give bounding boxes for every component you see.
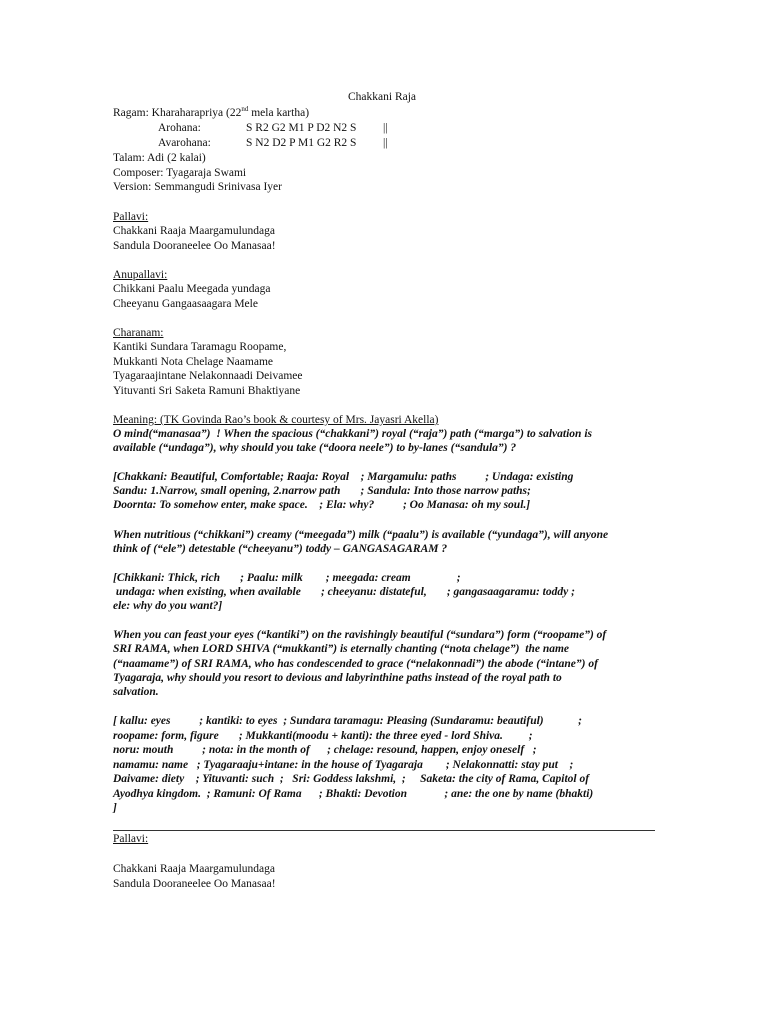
talam-line: Talam: Adi (2 kalai) bbox=[113, 152, 206, 164]
ragam-suffix: mela kartha) bbox=[248, 107, 310, 119]
ragam-prefix: Ragam: Kharaharapriya (22 bbox=[113, 107, 242, 119]
avarohana-label: Avarohana: bbox=[158, 137, 211, 149]
meaning-para1-line: O mind(“manasaa”) ! When the spacious (“chakkani”) royal (“raja”) path (“marga”) to salvation is bbox=[113, 428, 592, 440]
meaning-gloss2-line: undaga: when existing, when available ; cheeyanu: distateful, ; gangasaagaramu: toddy ; bbox=[113, 586, 575, 598]
charanam-heading: Charanam: bbox=[113, 327, 164, 339]
page-title: Chakkani Raja bbox=[348, 91, 417, 103]
composer-line: Composer: Tyagaraja Swami bbox=[113, 167, 247, 179]
charanam-line: Kantiki Sundara Taramagu Roopame, bbox=[113, 341, 287, 353]
meaning-para3-line: Tyagaraja, why should you resort to devious and labyrinthine paths instead of the royal path to bbox=[113, 672, 562, 684]
meaning-gloss3-line: noru: mouth ; nota: in the month of ; chelage: resound, happen, enjoy oneself ; bbox=[113, 744, 537, 756]
arohana-label: Arohana: bbox=[158, 122, 201, 134]
anupallavi-line: Cheeyanu Gangaasaagara Mele bbox=[113, 298, 258, 310]
pallavi-repeat-heading: Pallavi: bbox=[113, 833, 149, 845]
meaning-gloss3-line: roopame: form, figure ; Mukkanti(moodu + kanti): the three eyed - lord Shiva. ; bbox=[113, 730, 533, 742]
meaning-heading: Meaning: (TK Govinda Rao’s book & courtesy of Mrs. Jayasri Akella) bbox=[113, 414, 439, 426]
meaning-gloss2-line: [Chikkani: Thick, rich ; Paalu: milk ; meegada: cream ; bbox=[113, 572, 461, 584]
charanam-line: Tyagaraajintane Nelakonnaadi Deivamee bbox=[113, 370, 303, 382]
section-divider bbox=[113, 830, 655, 831]
ragam-superscript: nd bbox=[241, 105, 249, 114]
arohana-notes: S R2 G2 M1 P D2 N2 S bbox=[246, 122, 357, 134]
ragam-line bbox=[113, 106, 309, 120]
meaning-para2-line: think of (“ele”) detestable (“cheeyanu”) toddy – GANGASAGARAM ? bbox=[113, 543, 448, 555]
avarohana-end: || bbox=[383, 137, 388, 149]
arohana-end: || bbox=[383, 122, 388, 134]
meaning-para2-line: When nutritious (“chikkani”) creamy (“meegada”) milk (“paalu”) is available (“yundaga”), will anyone bbox=[113, 529, 609, 541]
pallavi-repeat-line: Chakkani Raaja Maargamulundaga bbox=[113, 863, 276, 875]
charanam-line: Yituvanti Sri Saketa Ramuni Bhaktiyane bbox=[113, 385, 301, 397]
meaning-para3-line: When you can feast your eyes (“kantiki”) on the ravishingly beautiful (“sundara”) form (“roopame”) of bbox=[113, 629, 607, 641]
meaning-gloss3-line: [ kallu: eyes ; kantiki: to eyes ; Sundara taramagu: Pleasing (Sundaramu: beautiful) ; bbox=[113, 715, 582, 727]
avarohana-notes: S N2 D2 P M1 G2 R2 S bbox=[246, 137, 357, 149]
meaning-para3-line: SRI RAMA, when LORD SHIVA (“mukkanti”) is eternally chanting (“nota chelage”) the name bbox=[113, 643, 570, 655]
meaning-gloss3-line: ] bbox=[113, 802, 117, 814]
pallavi-line: Chakkani Raaja Maargamulundaga bbox=[113, 225, 276, 237]
meaning-gloss3-line: Daivame: diety ; Yituvanti: such ; Sri: Goddess lakshmi, ; Saketa: the city of Rama, Capitol of bbox=[113, 773, 590, 785]
charanam-line: Mukkanti Nota Chelage Naamame bbox=[113, 356, 273, 368]
meaning-gloss1-line: [Chakkani: Beautiful, Comfortable; Raaja: Royal ; Margamulu: paths ; Undaga: existing bbox=[113, 471, 574, 483]
meaning-gloss3-line: namamu: name ; Tyagaraaju+intane: in the house of Tyagaraja ; Nelakonnatti: stay put ; bbox=[113, 759, 574, 771]
meaning-gloss3-line: Ayodhya kingdom. ; Ramuni: Of Rama ; Bhakti: Devotion ; ane: the one by name (bhakti) bbox=[113, 788, 594, 800]
meaning-gloss1-line: Doornta: To somehow enter, make space. ; Ela: why? ; Oo Manasa: oh my soul.] bbox=[113, 499, 531, 511]
version-line: Version: Semmangudi Srinivasa Iyer bbox=[113, 181, 282, 193]
anupallavi-heading: Anupallavi: bbox=[113, 269, 168, 281]
pallavi-heading: Pallavi: bbox=[113, 211, 149, 223]
meaning-para1-line: available (“undaga”), why should you take (“doora neele”) to by-lanes (“sandula”) ? bbox=[113, 442, 517, 454]
anupallavi-line: Chikkani Paalu Meegada yundaga bbox=[113, 283, 271, 295]
meaning-gloss2-line: ele: why do you want?] bbox=[113, 600, 223, 612]
pallavi-repeat-line: Sandula Dooraneelee Oo Manasaa! bbox=[113, 878, 276, 890]
meaning-gloss1-line: Sandu: 1.Narrow, small opening, 2.narrow path ; Sandula: Into those narrow paths; bbox=[113, 485, 531, 497]
meaning-para3-line: (“naamame”) of SRI RAMA, who has condescended to grace (“nelakonnadi”) the abode (“intane”) of bbox=[113, 658, 598, 670]
meaning-para3-line: salvation. bbox=[113, 686, 159, 698]
pallavi-line: Sandula Dooraneelee Oo Manasaa! bbox=[113, 240, 276, 252]
